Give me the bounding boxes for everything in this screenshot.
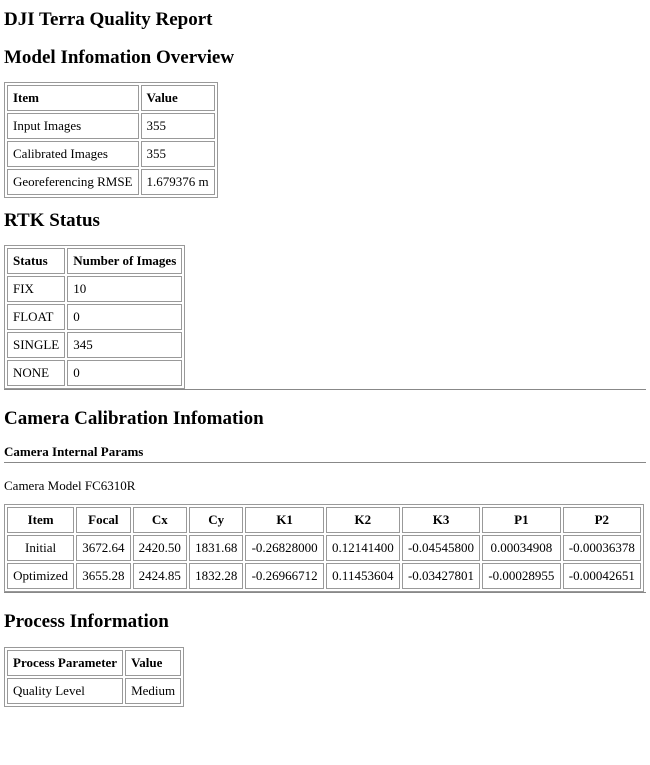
- table-cell: Georeferencing RMSE: [7, 169, 139, 195]
- table-row: [7, 563, 641, 589]
- table-cell: SINGLE: [7, 332, 65, 358]
- column-header: Process Parameter: [7, 650, 123, 676]
- column-header: Value: [141, 85, 215, 111]
- column-header: K2: [326, 507, 400, 533]
- model-info-heading: Model Infomation Overview: [4, 47, 235, 68]
- rtk-status-heading: RTK Status: [4, 210, 100, 231]
- table-cell: Quality Level: [7, 678, 123, 704]
- section-divider: [4, 592, 646, 593]
- column-header: Cy: [189, 507, 243, 533]
- table-cell: -0.00028955: [482, 563, 560, 589]
- table-cell: 0: [67, 360, 182, 386]
- table-header-row: [7, 85, 215, 111]
- column-header: Item: [7, 85, 139, 111]
- table-cell: Medium: [125, 678, 181, 704]
- table-row: [7, 360, 182, 386]
- column-header: Status: [7, 248, 65, 274]
- table-header-row: [7, 248, 182, 274]
- table-cell: -0.04545800: [402, 535, 480, 561]
- section-divider: [4, 389, 646, 390]
- table-cell: 2424.85: [133, 563, 187, 589]
- table-row: [7, 678, 181, 704]
- table-cell: 3672.64: [76, 535, 130, 561]
- column-header: P2: [563, 507, 641, 533]
- table-cell: 1.679376 m: [141, 169, 215, 195]
- table-cell: -0.03427801: [402, 563, 480, 589]
- camera-internal-params-heading: Camera Internal Params: [4, 444, 144, 459]
- column-header: Cx: [133, 507, 187, 533]
- table-row: [7, 332, 182, 358]
- table-cell: 10: [67, 276, 182, 302]
- process-info-table: [4, 647, 184, 707]
- table-cell: 3655.28: [76, 563, 130, 589]
- table-row: [7, 535, 641, 561]
- table-cell: -0.26966712: [245, 563, 323, 589]
- table-cell: NONE: [7, 360, 65, 386]
- table-cell: 0: [67, 304, 182, 330]
- table-row: [7, 169, 215, 195]
- camera-params-table: [4, 504, 644, 592]
- column-header: Value: [125, 650, 181, 676]
- table-cell: 2420.50: [133, 535, 187, 561]
- table-cell: 0.11453604: [326, 563, 400, 589]
- rtk-status-table: [4, 245, 185, 389]
- table-cell: 0.00034908: [482, 535, 560, 561]
- table-cell: Optimized: [7, 563, 74, 589]
- report-title: DJI Terra Quality Report: [4, 9, 213, 30]
- table-cell: Calibrated Images: [7, 141, 139, 167]
- table-cell: -0.00036378: [563, 535, 641, 561]
- table-cell: FLOAT: [7, 304, 65, 330]
- table-cell: FIX: [7, 276, 65, 302]
- model-info-table: [4, 82, 218, 198]
- section-divider: [4, 462, 646, 463]
- table-row: [7, 276, 182, 302]
- column-header: P1: [482, 507, 560, 533]
- column-header: K3: [402, 507, 480, 533]
- camera-calibration-heading: Camera Calibration Infomation: [4, 408, 264, 429]
- camera-model-label: Camera Model FC6310R: [4, 478, 136, 493]
- column-header: K1: [245, 507, 323, 533]
- report-page: [0, 7, 650, 707]
- table-cell: 1831.68: [189, 535, 243, 561]
- process-info-heading: Process Information: [4, 611, 169, 632]
- table-cell: 1832.28: [189, 563, 243, 589]
- column-header: Item: [7, 507, 74, 533]
- column-header: Focal: [76, 507, 130, 533]
- table-row: [7, 304, 182, 330]
- table-cell: Input Images: [7, 113, 139, 139]
- column-header: Number of Images: [67, 248, 182, 274]
- table-cell: -0.00042651: [563, 563, 641, 589]
- table-cell: 355: [141, 141, 215, 167]
- table-header-row: [7, 507, 641, 533]
- table-cell: 345: [67, 332, 182, 358]
- table-cell: Initial: [7, 535, 74, 561]
- table-cell: 355: [141, 113, 215, 139]
- table-cell: 0.12141400: [326, 535, 400, 561]
- table-row: [7, 113, 215, 139]
- table-cell: -0.26828000: [245, 535, 323, 561]
- table-row: [7, 141, 215, 167]
- table-header-row: [7, 650, 181, 676]
